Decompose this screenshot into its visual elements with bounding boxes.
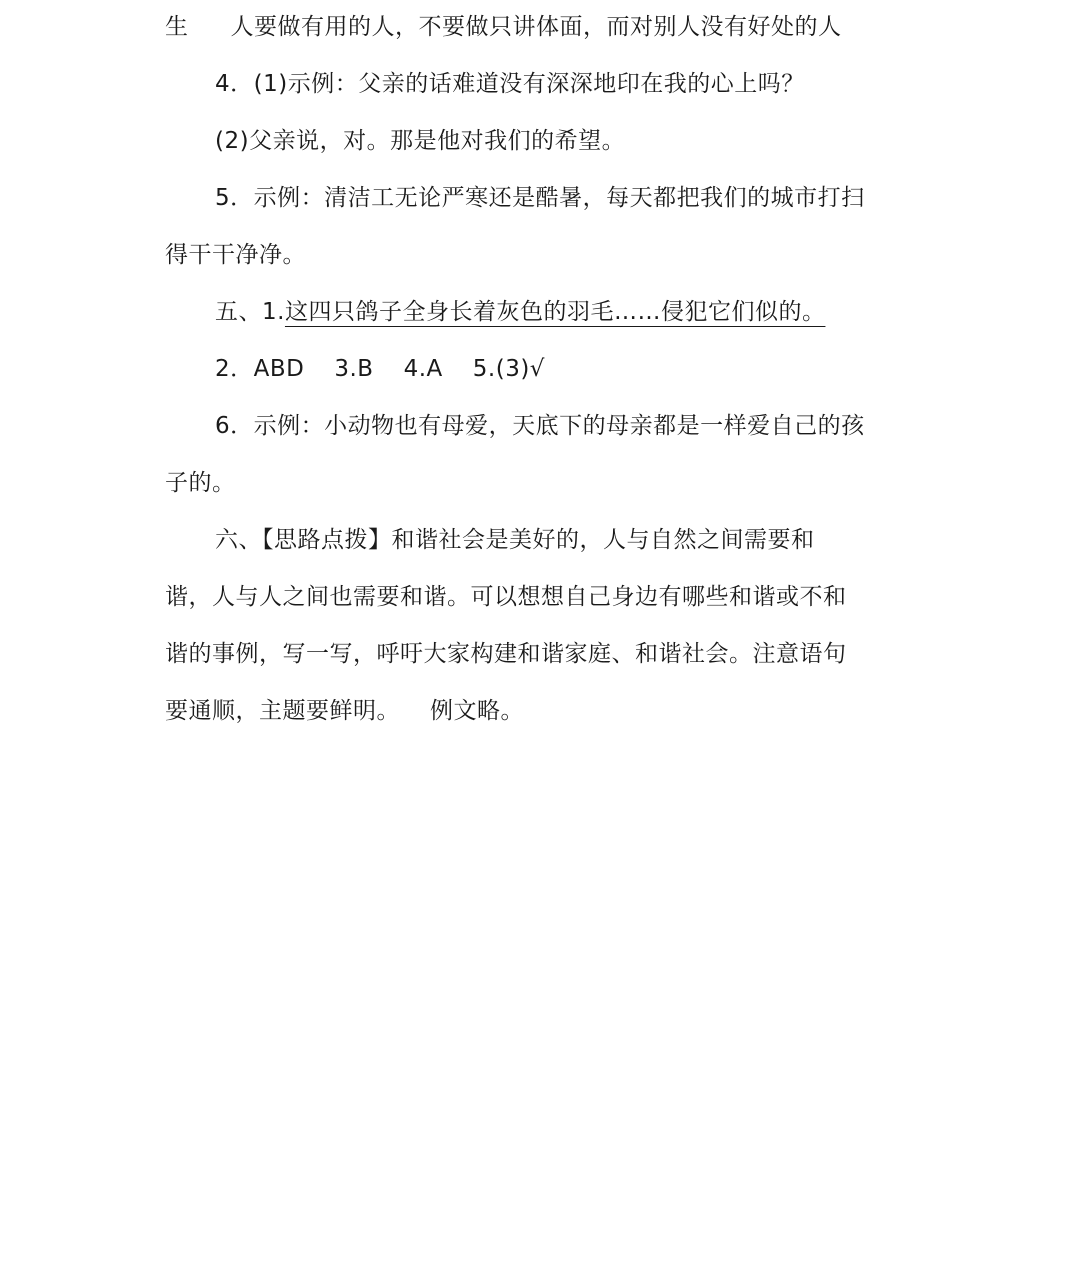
text-fragment: 人要做有用的人，不要做只讲体面，而对别人没有好处的人	[230, 14, 842, 40]
text-fragment: 2．ABD	[215, 356, 305, 382]
answer-6-continued: 子的。	[165, 470, 236, 496]
answer-4-2: (2)父亲说，对。那是他对我们的希望。	[215, 128, 626, 154]
answer-line-1	[165, 12, 925, 42]
answer-4-1: 4．(1)示例：父亲的话难道没有深深地印在我的心上吗？	[215, 71, 805, 97]
multiple-choice-answers	[215, 354, 925, 384]
text-fragment: 要通顺，主题要鲜明。	[165, 698, 400, 724]
section-six-line-3: 谐的事例，写一写，呼吁大家构建和谐家庭、和谐社会。注意语句	[165, 641, 847, 667]
answer-5-continued: 得干干净净。	[165, 242, 306, 268]
text-fragment: 例文略。	[430, 698, 524, 724]
text-fragment: 生	[165, 14, 189, 40]
text-fragment: 五、1.	[215, 299, 285, 325]
section-six-line-1: 六、【思路点拨】和谐社会是美好的，人与自然之间需要和	[215, 527, 815, 553]
text-fragment: 3.B	[334, 356, 374, 382]
section-five-answer-1	[215, 297, 925, 327]
answer-5: 5．示例：清洁工无论严寒还是酷暑，每天都把我们的城市打扫	[215, 185, 865, 211]
section-six-line-2: 谐，人与人之间也需要和谐。可以想想自己身边有哪些和谐或不和	[165, 584, 847, 610]
underlined-quote: 这四只鸽子全身长着灰色的羽毛……侵犯它们似的。	[284, 299, 826, 325]
answer-6: 6．示例：小动物也有母爱，天底下的母亲都是一样爱自己的孩	[215, 413, 865, 439]
text-fragment: 5.(3)√	[472, 356, 545, 382]
text-fragment: 4.A	[403, 356, 443, 382]
section-six-line-4	[165, 696, 925, 726]
